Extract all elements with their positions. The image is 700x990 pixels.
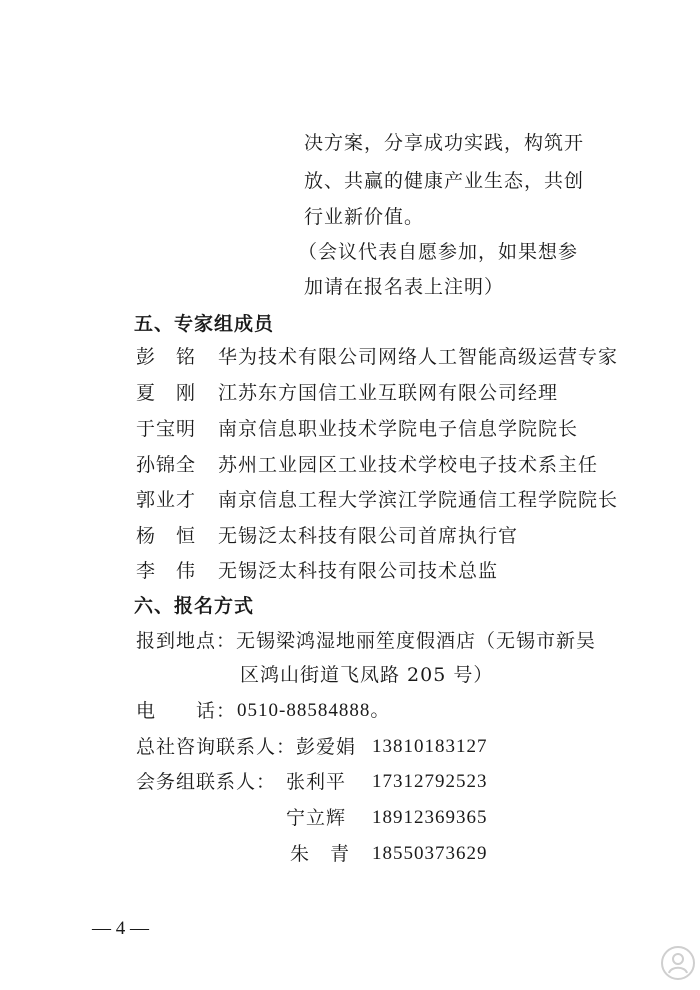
expert-title: 南京信息工程大学滨江学院通信工程学院院长: [218, 489, 619, 511]
page-number: — 4 —: [92, 918, 149, 939]
conference-contact-phone: 18912369365: [372, 807, 488, 828]
expert-name: 夏 刚: [136, 382, 197, 404]
conference-contact-name: 朱 青: [290, 843, 351, 865]
intro-line: 加请在报名表上注明）: [304, 276, 505, 298]
phone-value: 0510-88584888。: [237, 700, 391, 721]
hq-contact-name: 彭爱娟: [296, 736, 357, 758]
expert-title: 江苏东方国信工业互联网有限公司经理: [218, 382, 559, 404]
expert-title: 苏州工业园区工业技术学校电子技术系主任: [218, 454, 599, 476]
expert-name: 郭业才: [136, 489, 197, 511]
expert-title: 无锡泛太科技有限公司技术总监: [218, 560, 499, 582]
expert-title: 华为技术有限公司网络人工智能高级运营专家: [218, 346, 619, 368]
intro-line: 决方案，分享成功实践，构筑开: [304, 132, 585, 154]
phone-label: 电 话：: [136, 700, 237, 722]
expert-name: 彭 铭: [136, 346, 197, 368]
hq-contact-phone: 13810183127: [372, 736, 488, 757]
section-heading-registration: 六、报名方式: [134, 595, 255, 617]
conference-contact-name: 宁立辉: [286, 807, 347, 829]
conference-contact-label: 会务组联系人：: [136, 771, 277, 793]
intro-line: 行业新价值。: [304, 206, 425, 228]
location-line: 报到地点：无锡梁鸿湿地丽笙度假酒店（无锡市新吴: [136, 630, 597, 652]
expert-name: 于宝明: [136, 418, 197, 440]
user-watermark-icon: [660, 945, 696, 981]
intro-line: 放、共赢的健康产业生态，共创: [304, 170, 585, 192]
expert-title: 南京信息职业技术学院电子信息学院院长: [218, 418, 579, 440]
section-heading-experts: 五、专家组成员: [134, 313, 275, 335]
location-line: 区鸿山街道飞凤路 205 号）: [240, 664, 494, 686]
expert-title: 无锡泛太科技有限公司首席执行官: [218, 525, 519, 547]
conference-contact-name: 张利平: [286, 771, 347, 793]
hq-contact-label: 总社咨询联系人：: [136, 736, 297, 758]
expert-name: 孙锦全: [136, 454, 197, 476]
expert-name: 杨 恒: [136, 525, 197, 547]
intro-line: （会议代表自愿参加，如果想参: [298, 241, 579, 263]
conference-contact-phone: 17312792523: [372, 771, 488, 792]
conference-contact-phone: 18550373629: [372, 843, 488, 864]
expert-name: 李 伟: [136, 560, 197, 582]
